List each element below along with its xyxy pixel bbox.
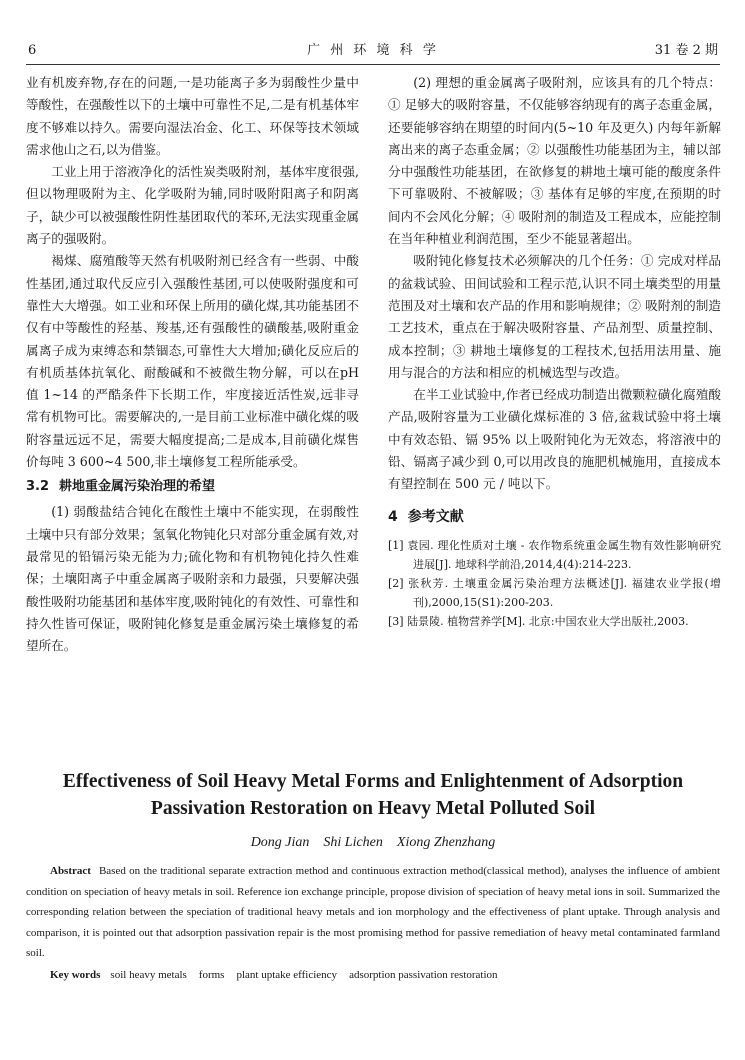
paragraph: (1) 弱酸盐结合钝化在酸性土壤中不能实现，在弱酸性土壤中只有部分效果；氢氧化物钝化只对部分重金属有效,对最常见的铅镉污染无能为力;硫化物和有机物钝化持久性难保；土壤阳离子中重金属离子吸附亲和力最强，只要解决强酸性吸附功能基团和基体牢度,吸附钝化的有效性、可靠性和持久性皆可保证，吸附钝化修复是重金属污染土壤修复的希望所在。 xyxy=(26,504,359,654)
section-heading-4 xyxy=(388,506,721,528)
paragraph: 工业上用于溶液净化的活性炭类吸附剂，基体牢度很强,但以物理吸附为主、化学吸附为辅,同时吸附阳离子和阴离子，缺少可以被强酸性阴性基团取代的苯环,无法实现重金属离子的强吸附。 xyxy=(26,164,359,247)
paragraph: 业有机废弃物,存在的问题,一是功能离子多为弱酸性少量中等酸性，在强酸性以下的土壤中可靠性不足,二是有机基体牢度不够难以持久。需要向湿法冶金、化工、环保等技术领域需求他山之石,以为借鉴。 xyxy=(26,75,359,157)
right-column xyxy=(388,72,721,631)
section-number: 3.2 xyxy=(26,479,50,495)
author-name: Dong Jian xyxy=(250,835,310,850)
keyword: soil heavy metals xyxy=(110,969,187,981)
left-column xyxy=(26,72,359,657)
keywords-label: Key words xyxy=(50,969,101,981)
english-abstract xyxy=(26,861,720,964)
paragraph: 在半工业试验中,作者已经成功制造出微颗粒磺化腐殖酸产品,吸附容量为工业磺化煤标准的 3 倍,盆栽试验中将土壤中有效态铅、镉 95% 以上吸附钝化为无效态，将溶液中的铅、镉离子减少到 0,可以用改良的施肥机械施用，直接成本有望控制在 500 元 / 吨以下。 xyxy=(388,387,721,492)
journal-name: 广 州 环 境 科 学 xyxy=(307,43,439,58)
keyword: plant uptake efficiency xyxy=(236,969,338,981)
volume-issue: 31 卷 2 期 xyxy=(654,43,718,58)
header-rule xyxy=(26,64,720,65)
section-number: 4 xyxy=(388,508,398,525)
abstract-text: Based on the traditional separate extraction method and continuous extraction method(classical method), analyses the influence of ambient condition on speciation of heavy metals in soil. Reference ion exchange principle, propose division of speciation of heavy metal ions in soil. Summarized the corresponding relation between the speciation of traditional heavy metals and ion morphology and the effectiveness of plant uptake. Through analysis and comparison, it is pointed out that adsorption passivation repair is the most promising method for passive remediation of heavy metal contaminated farmland soil. xyxy=(26,865,720,959)
running-header xyxy=(28,41,718,61)
paragraph: 褐煤、腐殖酸等天然有机吸附剂已经含有一些弱、中酸性基团,通过取代反应引入强酸性基团,可以使吸附强度和可靠性大大增强。如工业和环保上所用的磺化煤,其功能基团不仅有中等酸性的羟基、羧基,还有强酸性的磺酸基,吸附重金属离子成为束缚态和禁锢态,可靠性大大增加;磺化反应后的有机质基体抗氧化、耐酸碱和不被微生物分解，可以在pH 值 1~14 的严酷条件下长期工作，牢度接近活性炭,远非寻常有机物可比。需要解决的,一是目前工业标准中磺化煤的吸附容量远远不足，需要大幅度提高;二是成本,目前磺化煤售价每吨 3 600~4 500,非土壤修复工程所能承受。 xyxy=(26,253,359,470)
section-title: 耕地重金属污染治理的希望 xyxy=(59,479,216,495)
reference-list xyxy=(388,536,721,631)
section-heading-3-2 xyxy=(26,476,359,498)
english-authors xyxy=(26,834,720,852)
author-name: Xiong Zhenzhang xyxy=(396,835,496,850)
section-title: 参考文献 xyxy=(407,508,464,525)
author-name: Shi Lichen xyxy=(323,835,383,850)
paragraph: (2) 理想的重金属离子吸附剂，应该具有的几个特点：① 足够大的吸附容量，不仅能够容纳现有的离子态重金属，还要能够容纳在期望的时间内(5~10 年及更久) 内每年新解离出来的离子态重金属；② 以强酸性功能基团为主，辅以部分中强酸性功能基团，在欲修复的耕地土壤可能的酸度条件下可靠吸附、不被解吸；③ 基体有足够的牢度,在预期的时间内不会风化分解；④ 吸附剂的制造及工程成本，应能控制在当年种植业利润范围，至少不能显著超出。 xyxy=(388,75,721,247)
reference-item: [2] 张秋芳. 土壤重金属污染治理方法概述[J]. 福建农业学报(增刊),2000,15(S1):200-203. xyxy=(388,576,721,609)
english-title-line: Effectiveness of Soil Heavy Metal Forms and Enlightenment of Adsorption xyxy=(62,771,684,792)
page-number: 6 xyxy=(28,43,37,58)
reference-item: [1] 袁园. 理化性质对土壤 - 农作物系统重金属生物有效性影响研究进展[J]. 地球科学前沿,2014,4(4):214-223. xyxy=(388,538,721,571)
keyword: adsorption passivation restoration xyxy=(349,969,498,981)
abstract-label: Abstract xyxy=(50,865,91,877)
english-title xyxy=(26,768,720,822)
reference-item: [3] 陆景陵. 植物营养学[M]. 北京:中国农业大学出版社,2003. xyxy=(388,614,689,628)
english-title-line: Passivation Restoration on Heavy Metal Polluted Soil xyxy=(150,798,596,819)
keyword: forms xyxy=(198,969,225,981)
english-keywords xyxy=(26,966,720,984)
paragraph: 吸附钝化修复技术必须解决的几个任务：① 完成对样品的盆栽试验、田间试验和工程示范,认识不同土壤类型的用量范围及对土壤和农产品的作用和影响规律；② 吸附剂的制造工艺技术，重点在于解决吸附容量、产品剂型、质量控制、成本控制；③ 耕地土壤修复的工程技术,包括用法用量、施用与混合的方法和相应的机械选型与改造。 xyxy=(388,253,721,380)
